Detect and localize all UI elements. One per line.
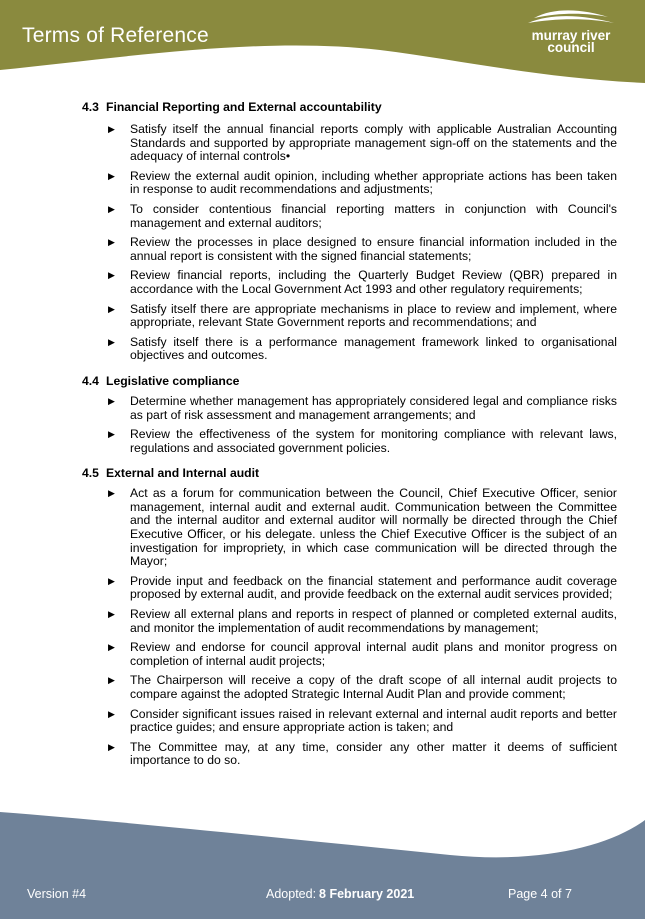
- list-item: ▶ Provide input and feedback on the financial statement and performance audit coverage proposed by external audit, and provide feedback on the external audit services provided;: [108, 573, 617, 602]
- triangle-bullet-icon: ▶: [108, 575, 115, 586]
- list-item: ▶ The Chairperson will receive a copy of the draft scope of all internal audit projects to compare against the adopted Strategic Internal Audit Plan and provide comment;: [108, 673, 617, 701]
- section-external-internal-audit: [82, 466, 617, 768]
- section-legislative-compliance: [82, 374, 617, 455]
- section-title: Legislative compliance: [106, 373, 240, 388]
- triangle-bullet-icon: ▶: [108, 395, 115, 406]
- logo-text-line2: council: [547, 40, 595, 55]
- triangle-bullet-icon: ▶: [108, 203, 115, 214]
- bullet-list: [82, 123, 617, 363]
- triangle-bullet-icon: ▶: [108, 170, 115, 181]
- footer-adopted: [266, 887, 414, 901]
- list-item: ▶ Review and endorse for council approval internal audit plans and monitor progress on completion of internal audit projects;: [108, 640, 617, 668]
- footer-version: Version #4: [27, 887, 87, 901]
- list-item: ▶ Review all external plans and reports in respect of planned or completed external audits, and monitor the implementation of audit recommendations by management;: [108, 607, 617, 635]
- list-item: ▶ To consider contentious financial reporting matters in conjunction with Council's management and external auditors;: [108, 201, 617, 230]
- list-item: ▶ Satisfy itself there is a performance management framework linked to organisational objectives and outcomes.: [108, 334, 617, 363]
- page-title: Terms of Reference: [22, 24, 209, 47]
- section-number: 4.3: [82, 100, 99, 114]
- bullet-list: [82, 487, 617, 768]
- triangle-bullet-icon: ▶: [108, 124, 115, 134]
- triangle-bullet-icon: ▶: [108, 609, 115, 620]
- triangle-bullet-icon: ▶: [108, 336, 115, 347]
- document-body: [82, 100, 617, 768]
- section-title: External and Internal audit: [106, 466, 260, 481]
- adopted-date: 8 February 2021: [319, 887, 415, 901]
- logo-text-line1: murray river: [531, 28, 611, 43]
- list-item: ▶ Determine whether management has appropriately considered legal and compliance risks as part of risk assessment and management arrangements; and: [108, 393, 617, 422]
- section-financial-reporting: [82, 100, 617, 363]
- section-number: 4.4: [82, 373, 99, 388]
- river-swoosh-icon: [516, 8, 626, 30]
- triangle-bullet-icon: ▶: [108, 429, 115, 440]
- triangle-bullet-icon: ▶: [108, 741, 115, 752]
- triangle-bullet-icon: ▶: [108, 303, 115, 314]
- section-heading: [82, 374, 617, 389]
- list-item: ▶ Consider significant issues raised in relevant external and internal audit reports and better practice guides; and ensure appropriate action is taken; and: [108, 706, 617, 735]
- section-title: Financial Reporting and External accountability: [106, 100, 382, 114]
- triangle-bullet-icon: ▶: [108, 237, 115, 248]
- list-item: ▶ The Committee may, at any time, consider any other matter it deems of sufficient importance to do so.: [108, 739, 617, 768]
- list-item: ▶ Satisfy itself the annual financial reports comply with applicable Australian Accounting Standards and supported by appropriate management sign-off on the statements and the adequacy of internal controls•: [108, 122, 617, 164]
- list-item: ▶ Act as a forum for communication between the Council, Chief Executive Officer, senior management, internal audit and external audit. Communication between the Committee and the internal auditor and external auditor will normally be directed through the Chief Executive Officer, or his delegate. unless the Chief Executive Officer is the subject of an investigation for impropriety, in which case communication will be directed through the Mayor;: [108, 486, 617, 569]
- triangle-bullet-icon: ▶: [108, 488, 115, 499]
- triangle-bullet-icon: ▶: [108, 270, 115, 281]
- council-logo: [516, 8, 626, 56]
- section-number: 4.5: [82, 466, 99, 481]
- triangle-bullet-icon: ▶: [108, 642, 115, 653]
- list-item: ▶ Review the external audit opinion, including whether appropriate actions has been taken in response to audit recommendations and adjustments;: [108, 168, 617, 197]
- triangle-bullet-icon: ▶: [108, 708, 115, 719]
- footer-banner: [0, 800, 645, 919]
- list-item: ▶ Review financial reports, including the Quarterly Budget Review (QBR) prepared in accordance with the Local Government Act 1993 and other regulatory requirements;: [108, 268, 617, 296]
- section-heading: [82, 100, 617, 115]
- footer-page-number: Page 4 of 7: [508, 887, 572, 901]
- list-item: ▶ Review the processes in place designed to ensure financial information included in the annual report is consistent with the signed financial statements;: [108, 235, 617, 263]
- list-item: ▶ Review the effectiveness of the system for monitoring compliance with relevant laws, regulations and associated government policies.: [108, 427, 617, 455]
- triangle-bullet-icon: ▶: [108, 675, 115, 686]
- adopted-label: Adopted:: [266, 887, 317, 901]
- bullet-list: [82, 395, 617, 455]
- section-heading: [82, 466, 617, 481]
- list-item: ▶ Satisfy itself there are appropriate mechanisms in place to review and implement, where appropriate, relevant State Government reports and recommendations; and: [108, 301, 617, 330]
